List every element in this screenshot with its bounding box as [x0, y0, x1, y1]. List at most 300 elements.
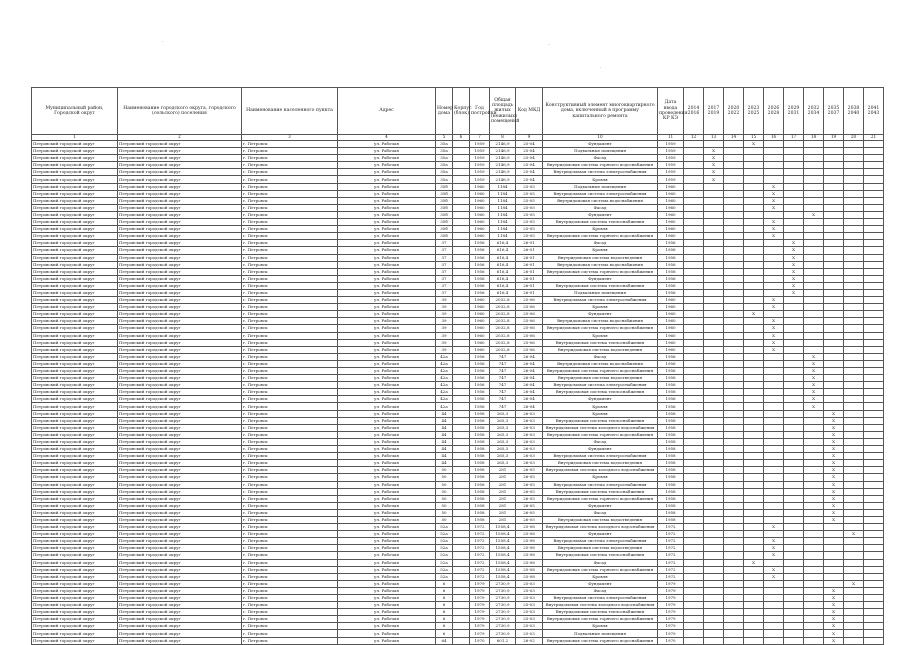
column-number-cell: 18: [804, 135, 824, 141]
period-cell: [864, 609, 884, 616]
period-cell: [684, 502, 704, 509]
period-cell: X: [744, 311, 764, 318]
period-cell: [784, 453, 804, 460]
municipal-district-cell: Петровский городской округ: [32, 417, 118, 424]
period-cell: [684, 382, 704, 389]
settlement-cell: Петровский городской округ: [118, 389, 242, 396]
period-cell: [704, 211, 724, 218]
municipal-district-cell: Петровский городской округ: [32, 197, 118, 204]
house-number-cell: 39: [436, 325, 453, 332]
period-cell: [724, 240, 744, 247]
period-cell: [704, 595, 724, 602]
period-cell: X: [764, 197, 784, 204]
program-table-sheet: [31, 87, 883, 645]
period-cell: [804, 275, 824, 282]
building-block-cell: [453, 332, 470, 339]
structural-element-cell: Внутридомовая система водоснабжения: [543, 318, 658, 325]
settlement-cell: Петровский городской округ: [118, 339, 242, 346]
building-block-cell: [453, 488, 470, 495]
period-cell: [684, 233, 704, 240]
repair-date-cell: 1972: [658, 566, 684, 573]
period-cell: [744, 509, 764, 516]
structural-element-cell: Кровля: [543, 403, 658, 410]
floor-area-cell: 1184: [490, 197, 516, 204]
building-block-cell: [453, 481, 470, 488]
period-cell: [864, 417, 884, 424]
mkd-code-cell: 25-04: [516, 141, 543, 148]
period-cell: [824, 289, 844, 296]
street-cell: ул. Рабочая: [338, 360, 436, 367]
period-cell: [784, 509, 804, 516]
structural-element-cell: Внутридомовая система горячего водоснабжения: [543, 325, 658, 332]
building-block-cell: [453, 495, 470, 502]
floor-area-cell: 2730,9: [490, 616, 516, 623]
mkd-code-cell: 26-01: [516, 289, 543, 296]
structural-element-cell: Внутридомовая система теплоснабжения: [543, 417, 658, 424]
period-cell: [764, 637, 784, 644]
period-cell: [704, 297, 724, 304]
table-row: [32, 304, 884, 311]
municipal-district-cell: Петровский городской округ: [32, 609, 118, 616]
building-block-cell: [453, 176, 470, 183]
period-cell: [864, 332, 884, 339]
build-year-cell: 1959: [470, 169, 490, 176]
structural-element-cell: Внутридомовая система теплоснабжения: [543, 488, 658, 495]
repair-date-cell: 1959: [658, 176, 684, 183]
floor-area-cell: 747: [490, 396, 516, 403]
repair-date-cell: 1979: [658, 623, 684, 630]
street-cell: ул. Рабочая: [338, 190, 436, 197]
mkd-code-cell: 26-02: [516, 637, 543, 644]
municipal-district-cell: Петровский городской округ: [32, 602, 118, 609]
build-year-cell: 1956: [470, 368, 490, 375]
locality-cell: г. Петровск: [242, 524, 338, 531]
locality-cell: г. Петровск: [242, 438, 338, 445]
period-cell: [744, 211, 764, 218]
house-number-cell: 6: [436, 609, 453, 616]
settlement-cell: Петровский городской округ: [118, 616, 242, 623]
period-cell: [804, 169, 824, 176]
period-cell: [684, 204, 704, 211]
build-year-cell: 1972: [470, 531, 490, 538]
street-cell: ул. Рабочая: [338, 623, 436, 630]
period-cell: [844, 339, 864, 346]
street-cell: ул. Рабочая: [338, 474, 436, 481]
mkd-code-cell: 26-04: [516, 396, 543, 403]
period-cell: X: [804, 375, 824, 382]
locality-cell: г. Петровск: [242, 176, 338, 183]
locality-cell: г. Петровск: [242, 169, 338, 176]
locality-cell: г. Петровск: [242, 481, 338, 488]
period-cell: [744, 339, 764, 346]
building-block-cell: [453, 339, 470, 346]
building-block-cell: [453, 346, 470, 353]
table-row: [32, 524, 884, 531]
period-cell: [684, 495, 704, 502]
period-cell: [724, 226, 744, 233]
repair-date-cell: 1972: [658, 545, 684, 552]
building-block-cell: [453, 609, 470, 616]
period-cell: [744, 353, 764, 360]
municipal-district-cell: Петровский городской округ: [32, 148, 118, 155]
period-cell: [724, 311, 744, 318]
building-block-cell: [453, 275, 470, 282]
period-cell: [824, 375, 844, 382]
period-cell: [804, 162, 824, 169]
locality-cell: г. Петровск: [242, 474, 338, 481]
structural-element-cell: Кровля: [543, 247, 658, 254]
structural-element-cell: Подвальные помещения: [543, 289, 658, 296]
house-number-cell: 44: [436, 424, 453, 431]
mkd-code-cell: 26-04: [516, 389, 543, 396]
repair-date-cell: 1972: [658, 538, 684, 545]
period-cell: [844, 148, 864, 155]
period-cell: [724, 509, 744, 516]
period-cell: [804, 460, 824, 467]
table-row: [32, 637, 884, 644]
building-block-cell: [453, 304, 470, 311]
repair-date-cell: 1979: [658, 580, 684, 587]
column-header: 2029 2031: [784, 88, 804, 135]
house-number-cell: 35а: [436, 155, 453, 162]
period-cell: [704, 318, 724, 325]
period-cell: [784, 446, 804, 453]
period-cell: [804, 559, 824, 566]
street-cell: ул. Рабочая: [338, 538, 436, 545]
period-cell: [724, 304, 744, 311]
period-cell: [784, 637, 804, 644]
period-cell: [784, 580, 804, 587]
mkd-code-cell: 26-01: [516, 254, 543, 261]
street-cell: ул. Рабочая: [338, 155, 436, 162]
table-row: [32, 339, 884, 346]
period-cell: [844, 623, 864, 630]
period-cell: [784, 410, 804, 417]
period-cell: [864, 431, 884, 438]
locality-cell: г. Петровск: [242, 282, 338, 289]
settlement-cell: Петровский городской округ: [118, 431, 242, 438]
street-cell: ул. Рабочая: [338, 311, 436, 318]
building-block-cell: [453, 516, 470, 523]
period-cell: X: [784, 254, 804, 261]
column-number-cell: 1: [32, 135, 118, 141]
period-cell: [764, 176, 784, 183]
building-block-cell: [453, 630, 470, 637]
municipal-district-cell: Петровский городской округ: [32, 538, 118, 545]
table-row: [32, 332, 884, 339]
floor-area-cell: 2146,9: [490, 162, 516, 169]
period-cell: [844, 155, 864, 162]
street-cell: ул. Рабочая: [338, 438, 436, 445]
period-cell: [804, 453, 824, 460]
repair-date-cell: 1956: [658, 289, 684, 296]
period-cell: [804, 332, 824, 339]
period-cell: [724, 410, 744, 417]
floor-area-cell: 265,3: [490, 410, 516, 417]
period-cell: X: [844, 531, 864, 538]
floor-area-cell: 1558,4: [490, 545, 516, 552]
period-cell: [744, 219, 764, 226]
table-row: [32, 403, 884, 410]
municipal-district-cell: Петровский городской округ: [32, 233, 118, 240]
column-number-cell: 10: [543, 135, 658, 141]
period-cell: [744, 467, 764, 474]
period-cell: [824, 155, 844, 162]
period-cell: [784, 488, 804, 495]
column-header: Корпус (блок): [453, 88, 470, 135]
period-cell: [764, 311, 784, 318]
house-number-cell: 6: [436, 587, 453, 594]
table-row: [32, 595, 884, 602]
period-cell: [784, 169, 804, 176]
period-cell: [844, 516, 864, 523]
period-cell: [844, 325, 864, 332]
structural-element-cell: Фасад: [543, 509, 658, 516]
street-cell: ул. Рабочая: [338, 488, 436, 495]
house-number-cell: 44: [436, 438, 453, 445]
mkd-code-cell: 26-01: [516, 240, 543, 247]
settlement-cell: Петровский городской округ: [118, 289, 242, 296]
mkd-code-cell: 25-03: [516, 580, 543, 587]
table-row: [32, 254, 884, 261]
repair-date-cell: 1960: [658, 304, 684, 311]
period-cell: [704, 282, 724, 289]
locality-cell: г. Петровск: [242, 240, 338, 247]
period-cell: [744, 609, 764, 616]
table-row: [32, 368, 884, 375]
period-cell: X: [804, 396, 824, 403]
period-cell: [724, 460, 744, 467]
period-cell: [824, 396, 844, 403]
period-cell: [784, 176, 804, 183]
period-cell: X: [824, 417, 844, 424]
period-cell: [784, 602, 804, 609]
period-cell: [784, 155, 804, 162]
floor-area-cell: 265,3: [490, 417, 516, 424]
period-cell: [784, 531, 804, 538]
period-cell: X: [824, 602, 844, 609]
locality-cell: г. Петровск: [242, 275, 338, 282]
house-number-cell: 35б: [436, 190, 453, 197]
street-cell: ул. Рабочая: [338, 332, 436, 339]
period-cell: [844, 431, 864, 438]
house-number-cell: 42а: [436, 360, 453, 367]
locality-cell: г. Петровск: [242, 417, 338, 424]
build-year-cell: 1960: [470, 325, 490, 332]
locality-cell: г. Петровск: [242, 446, 338, 453]
repair-date-cell: 1959: [658, 155, 684, 162]
period-cell: [864, 233, 884, 240]
street-cell: ул. Рабочая: [338, 268, 436, 275]
floor-area-cell: 281: [490, 488, 516, 495]
period-cell: [844, 268, 864, 275]
period-cell: [824, 368, 844, 375]
settlement-cell: Петровский городской округ: [118, 424, 242, 431]
municipal-district-cell: Петровский городской округ: [32, 282, 118, 289]
period-cell: X: [764, 318, 784, 325]
period-cell: [844, 566, 864, 573]
period-cell: X: [824, 595, 844, 602]
table-row: [32, 410, 884, 417]
period-cell: [724, 630, 744, 637]
period-cell: [724, 474, 744, 481]
table-row: [32, 474, 884, 481]
build-year-cell: 1972: [470, 559, 490, 566]
structural-element-cell: Кровля: [543, 623, 658, 630]
period-cell: [844, 297, 864, 304]
period-cell: [724, 389, 744, 396]
period-cell: [724, 481, 744, 488]
period-cell: [824, 219, 844, 226]
repair-date-cell: 1960: [658, 311, 684, 318]
period-cell: X: [784, 247, 804, 254]
repair-date-cell: 1960: [658, 190, 684, 197]
repair-date-cell: 1956: [658, 247, 684, 254]
period-cell: [864, 183, 884, 190]
period-cell: [724, 148, 744, 155]
building-block-cell: [453, 169, 470, 176]
column-header: Наименование населенного пункта: [242, 88, 338, 135]
house-number-cell: 35а: [436, 141, 453, 148]
period-cell: X: [764, 339, 784, 346]
period-cell: [704, 424, 724, 431]
period-cell: [724, 339, 744, 346]
period-cell: X: [764, 304, 784, 311]
build-year-cell: 1959: [470, 176, 490, 183]
settlement-cell: Петровский городской округ: [118, 148, 242, 155]
municipal-district-cell: Петровский городской округ: [32, 339, 118, 346]
repair-program-table: [31, 87, 884, 645]
period-cell: [744, 502, 764, 509]
mkd-code-cell: 25-05: [516, 183, 543, 190]
floor-area-cell: 2146,9: [490, 141, 516, 148]
period-cell: [744, 403, 764, 410]
period-cell: [784, 417, 804, 424]
period-cell: [804, 417, 824, 424]
period-cell: [844, 453, 864, 460]
period-cell: [844, 481, 864, 488]
period-cell: X: [824, 467, 844, 474]
municipal-district-cell: Петровский городской округ: [32, 488, 118, 495]
period-cell: [744, 162, 764, 169]
structural-element-cell: Фасад: [543, 587, 658, 594]
period-cell: [804, 531, 824, 538]
period-cell: [864, 368, 884, 375]
repair-date-cell: 1960: [658, 233, 684, 240]
settlement-cell: Петровский городской округ: [118, 538, 242, 545]
period-cell: [744, 254, 764, 261]
repair-date-cell: 1958: [658, 446, 684, 453]
mkd-code-cell: 26-05: [516, 495, 543, 502]
build-year-cell: 1960: [470, 183, 490, 190]
structural-element-cell: Кровля: [543, 176, 658, 183]
period-cell: [784, 332, 804, 339]
period-cell: [724, 524, 744, 531]
period-cell: [724, 368, 744, 375]
street-cell: ул. Рабочая: [338, 509, 436, 516]
table-row: [32, 630, 884, 637]
period-cell: [804, 630, 824, 637]
period-cell: [804, 495, 824, 502]
structural-element-cell: Фундамент: [543, 275, 658, 282]
table-row: [32, 261, 884, 268]
structural-element-cell: Подвальные помещения: [543, 183, 658, 190]
repair-date-cell: 1956: [658, 360, 684, 367]
period-cell: [684, 587, 704, 594]
municipal-district-cell: Петровский городской округ: [32, 580, 118, 587]
period-cell: [784, 559, 804, 566]
locality-cell: г. Петровск: [242, 375, 338, 382]
repair-date-cell: 1959: [658, 141, 684, 148]
period-cell: [684, 559, 704, 566]
build-year-cell: 1979: [470, 630, 490, 637]
period-cell: [744, 318, 764, 325]
period-cell: [844, 438, 864, 445]
period-cell: [864, 559, 884, 566]
period-cell: [804, 481, 824, 488]
locality-cell: г. Петровск: [242, 616, 338, 623]
period-cell: [844, 446, 864, 453]
period-cell: X: [784, 240, 804, 247]
floor-area-cell: 747: [490, 368, 516, 375]
street-cell: ул. Рабочая: [338, 254, 436, 261]
period-cell: [844, 495, 864, 502]
period-cell: [824, 353, 844, 360]
period-cell: [744, 375, 764, 382]
period-cell: [684, 481, 704, 488]
period-cell: [804, 282, 824, 289]
period-cell: [704, 545, 724, 552]
period-cell: [804, 148, 824, 155]
repair-date-cell: 1972: [658, 531, 684, 538]
period-cell: [804, 261, 824, 268]
repair-date-cell: 1972: [658, 524, 684, 531]
period-cell: [704, 375, 724, 382]
period-cell: [804, 573, 824, 580]
settlement-cell: Петровский городской округ: [118, 275, 242, 282]
period-cell: [684, 431, 704, 438]
repair-date-cell: 1959: [658, 148, 684, 155]
settlement-cell: Петровский городской округ: [118, 467, 242, 474]
period-cell: [744, 176, 764, 183]
house-number-cell: 39: [436, 297, 453, 304]
period-cell: [844, 424, 864, 431]
build-year-cell: 1960: [470, 311, 490, 318]
period-cell: [784, 311, 804, 318]
period-cell: [684, 289, 704, 296]
period-cell: X: [824, 410, 844, 417]
street-cell: ул. Рабочая: [338, 304, 436, 311]
municipal-district-cell: Петровский городской округ: [32, 446, 118, 453]
period-cell: [864, 141, 884, 148]
building-block-cell: [453, 162, 470, 169]
settlement-cell: Петровский городской округ: [118, 460, 242, 467]
period-cell: [724, 403, 744, 410]
building-block-cell: [453, 587, 470, 594]
period-cell: X: [784, 268, 804, 275]
floor-area-cell: 601,2: [490, 637, 516, 644]
floor-area-cell: 281: [490, 509, 516, 516]
floor-area-cell: 281: [490, 495, 516, 502]
period-cell: [724, 211, 744, 218]
locality-cell: г. Петровск: [242, 580, 338, 587]
build-year-cell: 1956: [470, 353, 490, 360]
structural-element-cell: Внутридомовая система электроснабжения: [543, 481, 658, 488]
period-cell: [864, 410, 884, 417]
building-block-cell: [453, 623, 470, 630]
period-cell: [844, 211, 864, 218]
period-cell: [864, 502, 884, 509]
